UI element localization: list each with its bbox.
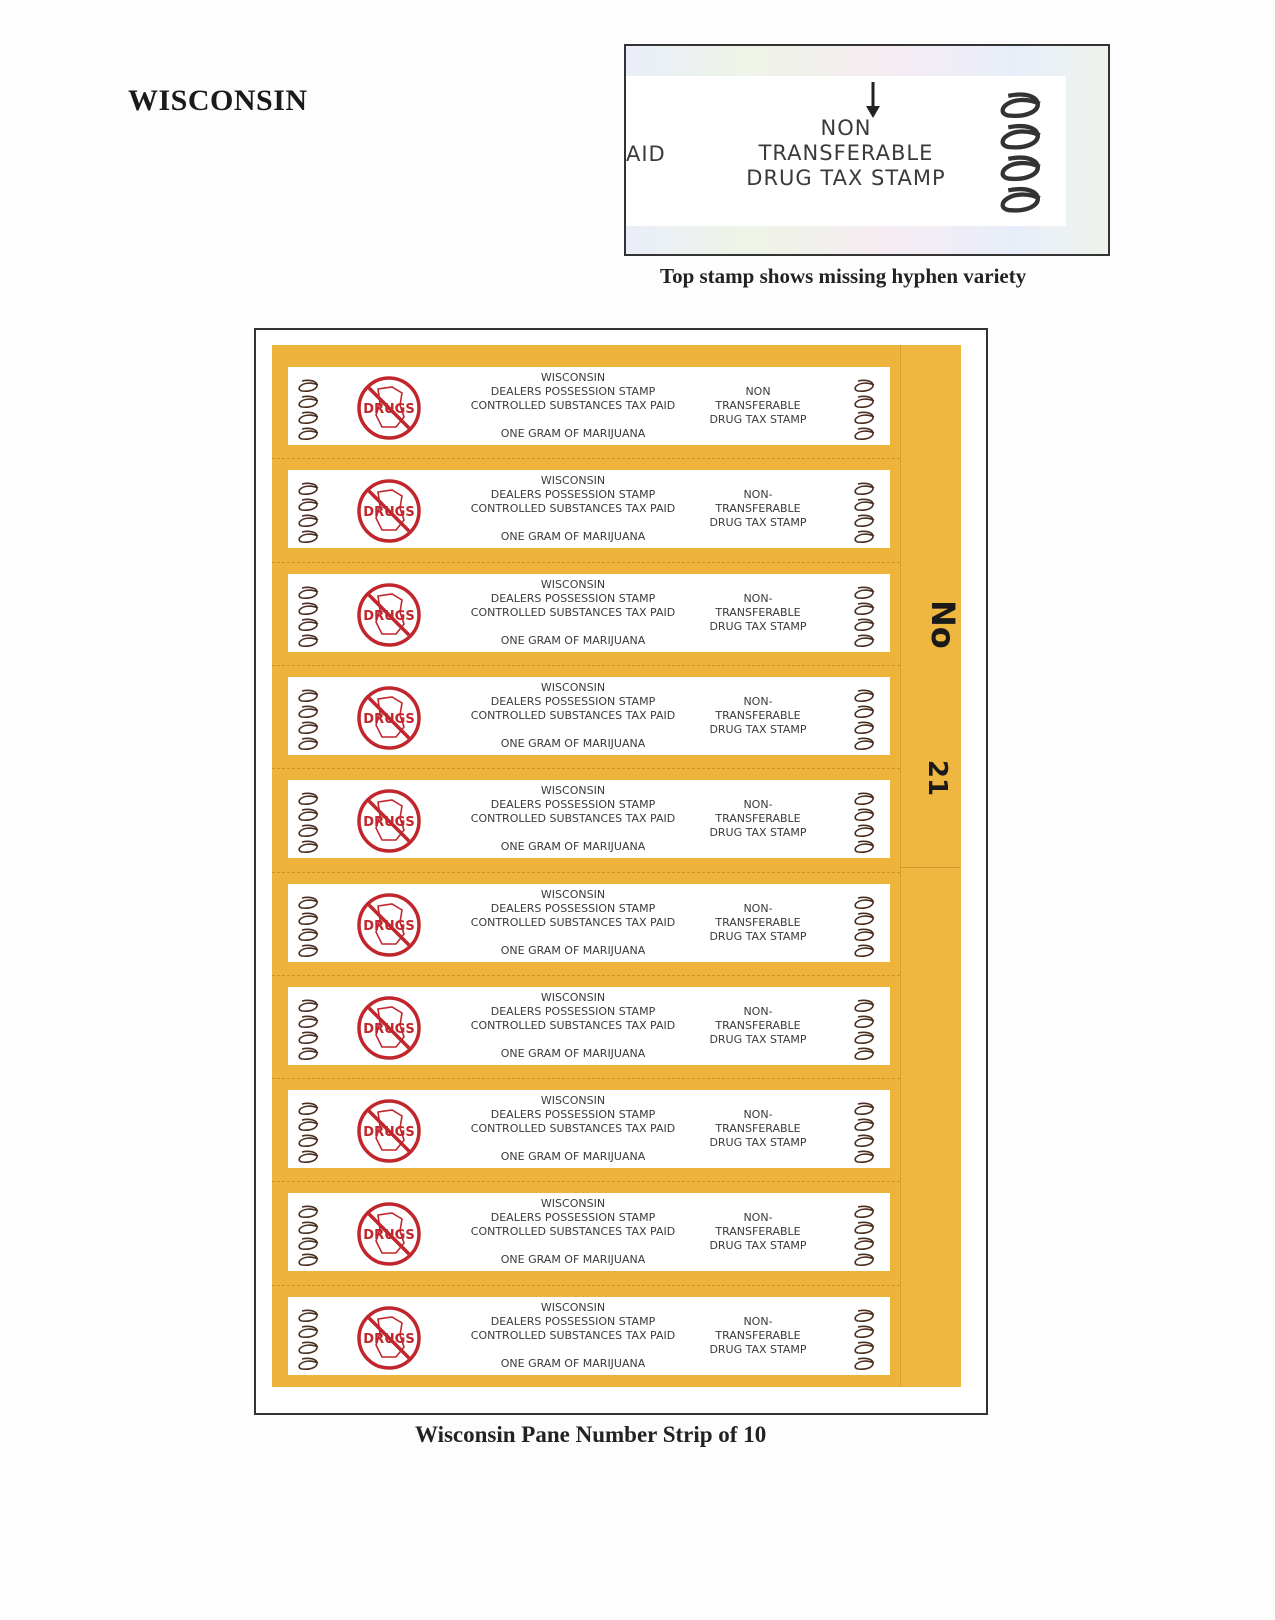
stamp-center-text xyxy=(448,888,698,930)
stamp-denomination: ONE GRAM OF MARIJUANA xyxy=(500,943,646,957)
no-drugs-logo xyxy=(356,788,422,854)
stamp-10 xyxy=(288,1297,890,1375)
stamp-line-2: CONTROLLED SUBSTANCES TAX PAID xyxy=(470,605,676,619)
stamp-center-text xyxy=(448,578,698,620)
stamp-denomination: ONE GRAM OF MARIJUANA xyxy=(500,840,646,854)
stamp-right-text xyxy=(698,798,818,840)
stamp-center-text xyxy=(448,1094,698,1136)
stamp-right-line-3: DRUG TAX STAMP xyxy=(709,1032,807,1046)
logo-text: DRUGS xyxy=(363,1228,415,1244)
stamp-line-2: CONTROLLED SUBSTANCES TAX PAID xyxy=(470,708,676,722)
stamp-line-2: CONTROLLED SUBSTANCES TAX PAID xyxy=(470,1328,676,1342)
stamp-line-2: CONTROLLED SUBSTANCES TAX PAID xyxy=(470,915,676,929)
stamp-right-line-3: DRUG TAX STAMP xyxy=(709,619,807,633)
ornament-icon xyxy=(852,1098,882,1164)
stamp-right-line-2: TRANSFERABLE xyxy=(715,708,801,722)
stamp-line-1: DEALERS POSSESSION STAMP xyxy=(490,901,656,915)
stamp-right-line-3: DRUG TAX STAMP xyxy=(709,929,807,943)
stamp-right-line-1: NON xyxy=(745,385,771,398)
stamp-right-line-1: NON- xyxy=(743,901,773,915)
stamp-center-text xyxy=(448,991,698,1033)
stamp-denomination: ONE GRAM OF MARIJUANA xyxy=(500,736,646,750)
stamp-state: WISCONSIN xyxy=(540,577,606,591)
stamp-center-text xyxy=(448,784,698,826)
stamp-center-text xyxy=(448,474,698,516)
stamp-line-2: CONTROLLED SUBSTANCES TAX PAID xyxy=(470,812,676,826)
perforation xyxy=(272,665,900,666)
perforation xyxy=(272,1181,900,1182)
page-title: WISCONSIN xyxy=(128,84,308,117)
ornament-icon xyxy=(296,788,326,854)
stamp-9 xyxy=(288,1193,890,1271)
pane-number-label: No xyxy=(924,600,962,649)
stamp-line-1: DEALERS POSSESSION STAMP xyxy=(490,1314,656,1328)
stamp-line-1: DEALERS POSSESSION STAMP xyxy=(490,1211,656,1225)
stamp-state: WISCONSIN xyxy=(540,990,606,1004)
stamp-right-line-3: DRUG TAX STAMP xyxy=(709,1342,807,1356)
caption-bottom: Wisconsin Pane Number Strip of 10 xyxy=(415,1422,767,1447)
stamp-right-line-1: NON- xyxy=(743,798,773,812)
stamp-center-text xyxy=(448,1197,698,1239)
stamp-right-line-1: NON- xyxy=(743,1211,773,1225)
stamp-state: WISCONSIN xyxy=(540,371,606,384)
stamp-right-line-2: TRANSFERABLE xyxy=(715,1122,801,1136)
stamp-denomination: ONE GRAM OF MARIJUANA xyxy=(500,530,646,544)
stamp-right-line-2: TRANSFERABLE xyxy=(715,1018,801,1032)
ornament-icon xyxy=(296,582,326,648)
stamp-center-text xyxy=(448,681,698,723)
logo-text: DRUGS xyxy=(363,1125,415,1141)
stamp-6 xyxy=(288,884,890,962)
stamp-right-line-1: NON- xyxy=(743,1314,773,1328)
stamp-5 xyxy=(288,780,890,858)
stamp-1 xyxy=(288,367,890,445)
logo-text: DRUGS xyxy=(363,402,415,417)
stamp-line-1: DEALERS POSSESSION STAMP xyxy=(490,385,656,398)
stamp-right-text xyxy=(698,695,818,737)
detail-paid-fragment: AID xyxy=(626,142,666,166)
stamp-center-text xyxy=(448,1301,698,1343)
logo-text: DRUGS xyxy=(363,815,415,831)
ornament-icon xyxy=(852,478,882,544)
stamp-right-line-3: DRUG TAX STAMP xyxy=(709,1239,807,1253)
stamp-right-line-2: TRANSFERABLE xyxy=(715,1328,801,1342)
detail-line-transferable: TRANSFERABLE xyxy=(758,141,934,165)
arrow-down-icon xyxy=(866,82,880,118)
stamp-line-1: DEALERS POSSESSION STAMP xyxy=(490,488,656,502)
stamp-denomination: ONE GRAM OF MARIJUANA xyxy=(500,1253,646,1267)
stamp-3 xyxy=(288,574,890,652)
stamp-right-line-3: DRUG TAX STAMP xyxy=(709,413,807,426)
logo-text: DRUGS xyxy=(363,505,415,521)
perforation xyxy=(272,1285,900,1286)
stamp-right-text xyxy=(698,488,818,530)
ornament-icon xyxy=(296,995,326,1061)
stamp-line-2: CONTROLLED SUBSTANCES TAX PAID xyxy=(470,1225,676,1239)
no-drugs-logo xyxy=(356,582,422,648)
logo-text: DRUGS xyxy=(363,1331,415,1347)
stamp-right-text xyxy=(698,1211,818,1253)
logo-text: DRUGS xyxy=(363,1021,415,1037)
stamp-denomination: ONE GRAM OF MARIJUANA xyxy=(500,1046,646,1060)
detail-line-non: NON xyxy=(820,116,872,140)
stamp-right-line-1: NON- xyxy=(743,694,773,708)
stamp-state: WISCONSIN xyxy=(540,1197,606,1211)
pane-number: 21 xyxy=(922,759,952,797)
tab-crease xyxy=(900,867,960,868)
ornament-icon xyxy=(296,685,326,751)
no-drugs-logo xyxy=(356,1201,422,1267)
stamp-right-line-3: DRUG TAX STAMP xyxy=(709,722,807,736)
stamp-line-2: CONTROLLED SUBSTANCES TAX PAID xyxy=(470,1018,676,1032)
ornament-icon xyxy=(996,84,1056,214)
stamp-right-text xyxy=(698,902,818,944)
ornament-icon xyxy=(296,892,326,958)
logo-text: DRUGS xyxy=(363,918,415,934)
stamp-line-1: DEALERS POSSESSION STAMP xyxy=(490,1108,656,1122)
ornament-icon xyxy=(296,478,326,544)
stamp-line-1: DEALERS POSSESSION STAMP xyxy=(490,1004,656,1018)
stamp-4 xyxy=(288,677,890,755)
stamp-right-line-1: NON- xyxy=(743,1004,773,1018)
stamp-right-text xyxy=(698,385,818,427)
no-drugs-logo xyxy=(356,1098,422,1164)
stamp-state: WISCONSIN xyxy=(540,784,606,798)
perforation xyxy=(272,1078,900,1079)
detail-line-drug-tax-stamp: DRUG TAX STAMP xyxy=(746,166,946,190)
caption-top: Top stamp shows missing hyphen variety xyxy=(660,264,1027,288)
stamp-denomination: ONE GRAM OF MARIJUANA xyxy=(500,633,646,647)
ornament-icon xyxy=(852,1305,882,1371)
no-drugs-logo xyxy=(356,1305,422,1371)
stamp-right-line-1: NON- xyxy=(743,1108,773,1122)
ornament-icon xyxy=(852,582,882,648)
ornament-icon xyxy=(852,375,882,441)
logo-text: DRUGS xyxy=(363,711,415,727)
stamp-right-text xyxy=(698,592,818,634)
stamp-line-2: CONTROLLED SUBSTANCES TAX PAID xyxy=(470,1122,676,1136)
ornament-icon xyxy=(296,375,326,441)
stamp-line-1: DEALERS POSSESSION STAMP xyxy=(490,694,656,708)
stamp-line-2: CONTROLLED SUBSTANCES TAX PAID xyxy=(470,502,676,516)
stamp-right-line-2: TRANSFERABLE xyxy=(715,605,801,619)
stamp-line-1: DEALERS POSSESSION STAMP xyxy=(490,798,656,812)
ornament-icon xyxy=(852,788,882,854)
stamp-state: WISCONSIN xyxy=(540,1300,606,1314)
no-drugs-logo xyxy=(356,685,422,751)
ornament-icon xyxy=(296,1201,326,1267)
no-drugs-logo xyxy=(356,995,422,1061)
stamp-denomination: ONE GRAM OF MARIJUANA xyxy=(500,1356,646,1370)
logo-text: DRUGS xyxy=(363,608,415,624)
ornament-icon xyxy=(852,685,882,751)
no-drugs-logo xyxy=(356,892,422,958)
stamp-2 xyxy=(288,470,890,548)
stamp-right-line-1: NON- xyxy=(743,591,773,605)
perforation xyxy=(272,768,900,769)
ornament-icon xyxy=(852,1201,882,1267)
stamp-right-line-2: TRANSFERABLE xyxy=(715,915,801,929)
selvage-tab xyxy=(900,345,961,1387)
stamp-state: WISCONSIN xyxy=(540,1094,606,1108)
stamp-line-2: CONTROLLED SUBSTANCES TAX PAID xyxy=(470,399,676,412)
stamp-right-line-2: TRANSFERABLE xyxy=(715,399,801,412)
perforation xyxy=(272,975,900,976)
stamp-state: WISCONSIN xyxy=(540,474,606,488)
stamp-line-1: DEALERS POSSESSION STAMP xyxy=(490,591,656,605)
stamp-right-line-3: DRUG TAX STAMP xyxy=(709,1136,807,1150)
stamp-right-line-2: TRANSFERABLE xyxy=(715,502,801,516)
stamp-center-text xyxy=(448,371,698,413)
detail-text xyxy=(726,116,966,191)
stamp-denomination: ONE GRAM OF MARIJUANA xyxy=(500,427,646,440)
stamp-8 xyxy=(288,1090,890,1168)
ornament-icon xyxy=(852,892,882,958)
perforation xyxy=(272,458,900,459)
stamp-right-line-3: DRUG TAX STAMP xyxy=(709,516,807,530)
ornament-icon xyxy=(296,1098,326,1164)
stamp-denomination: ONE GRAM OF MARIJUANA xyxy=(500,1150,646,1164)
stamp-right-line-3: DRUG TAX STAMP xyxy=(709,826,807,840)
stamp-right-text xyxy=(698,1315,818,1357)
stamp-right-line-2: TRANSFERABLE xyxy=(715,812,801,826)
no-drugs-logo xyxy=(356,478,422,544)
stamp-state: WISCONSIN xyxy=(540,680,606,694)
ornament-icon xyxy=(852,995,882,1061)
stamp-right-text xyxy=(698,1108,818,1150)
stamp-right-text xyxy=(698,1005,818,1047)
perforation xyxy=(272,562,900,563)
stamp-right-line-1: NON- xyxy=(743,488,773,502)
stamp-state: WISCONSIN xyxy=(540,887,606,901)
no-drugs-logo xyxy=(356,375,422,441)
perforation xyxy=(272,872,900,873)
ornament-icon xyxy=(296,1305,326,1371)
stamp-right-line-2: TRANSFERABLE xyxy=(715,1225,801,1239)
stamp-7 xyxy=(288,987,890,1065)
